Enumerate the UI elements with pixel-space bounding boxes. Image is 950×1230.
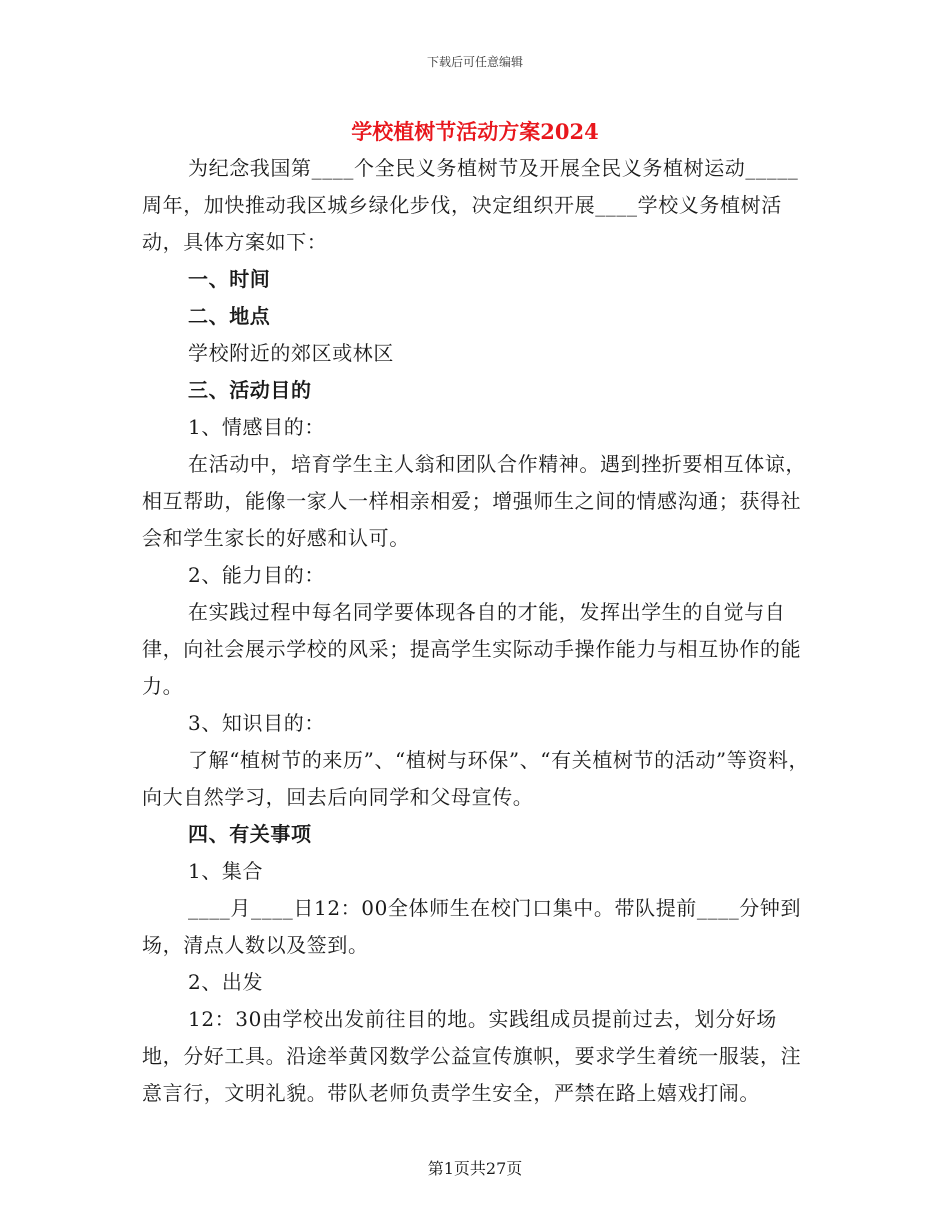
location-paragraph: 学校附近的郊区或林区 (188, 341, 394, 365)
subheading-ability-goal: 2、能力目的： (188, 563, 325, 587)
assembly-paragraph: ____月____日12：00全体师生在校门口集中。带队提前____分钟到场，清点人数以及签到。 (142, 896, 802, 957)
document-title: 学校植树节活动方案2024 (351, 119, 599, 144)
ability-goal-paragraph: 在实践过程中每名同学要体现各自的才能，发挥出学生的自觉与自律，向社会展示学校的风采；提高学生实际动手操作能力与相互协作的能力。 (142, 600, 802, 698)
section-heading-purpose: 三、活动目的 (188, 378, 312, 402)
subheading-knowledge-goal: 3、知识目的： (188, 711, 325, 735)
document-body (142, 150, 812, 1112)
page-header-note: 下载后可任意编辑 (426, 55, 523, 69)
emotional-goal-paragraph: 在活动中，培育学生主人翁和团队合作精神。遇到挫折要相互体谅，相互帮助，能像一家人一样相亲相爱；增强师生之间的情感沟通；获得社会和学生家长的好感和认可。 (142, 452, 806, 550)
section-heading-location: 二、地点 (188, 304, 271, 328)
section-heading-time: 一、时间 (188, 267, 271, 291)
intro-paragraph: 为纪念我国第____个全民义务植树节及开展全民义务植树运动_____周年，加快推动我区城乡绿化步伐，决定组织开展____学校义务植树活动，具体方案如下： (142, 156, 799, 254)
subheading-departure: 2、出发 (188, 970, 264, 994)
subheading-assembly: 1、集合 (188, 859, 264, 883)
departure-paragraph: 12：30由学校出发前往目的地。实践组成员提前过去，划分好场地，分好工具。沿途举黄冈数学公益宣传旗帜，要求学生着统一服装，注意言行，文明礼貌。带队老师负责学生安全，严禁在路上嬉戏打闹。 (142, 1007, 802, 1105)
section-heading-matters: 四、有关事项 (188, 822, 312, 846)
page-number: 第1页共27页 (427, 1159, 523, 1178)
subheading-emotional-goal: 1、情感目的： (188, 415, 325, 439)
knowledge-goal-paragraph: 了解“植树节的来历”、“植树与环保”、“有关植树节的活动”等资料，向大自然学习，回去后向同学和父母宣传。 (142, 748, 810, 809)
